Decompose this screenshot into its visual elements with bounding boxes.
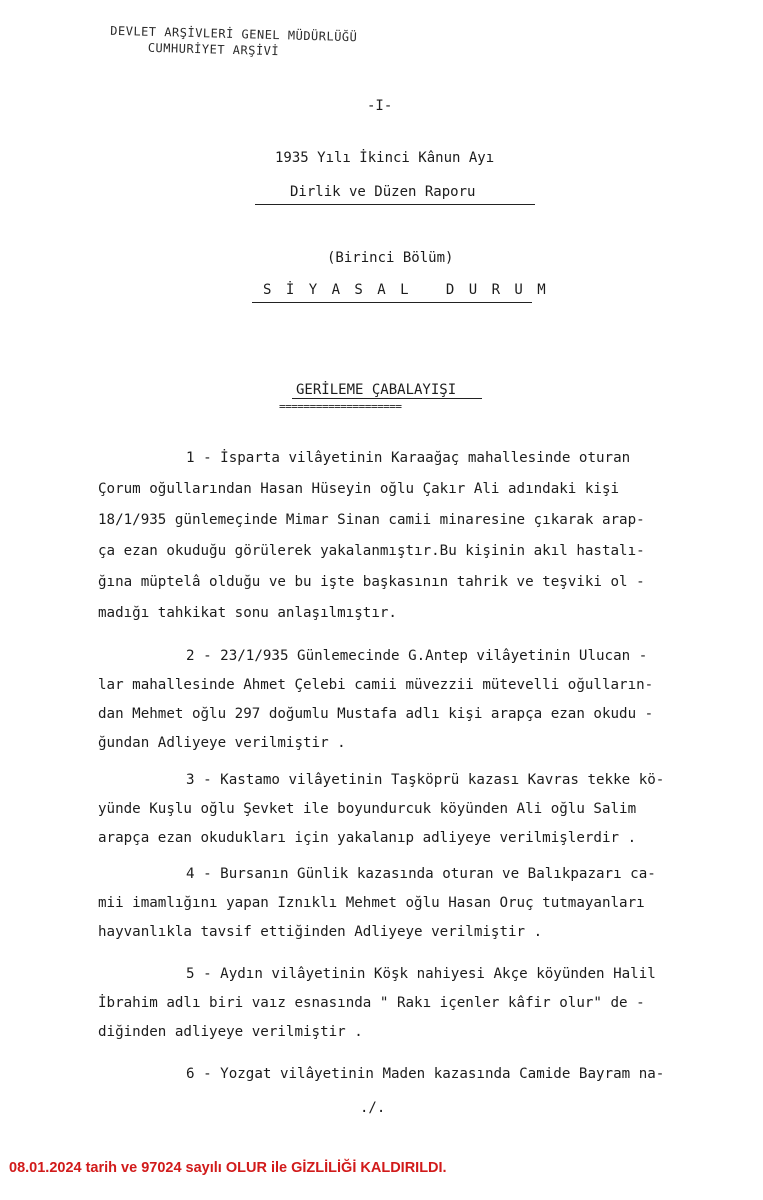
paragraph-line: 1 - İsparta vilâyetinin Karaağaç mahallesinde oturan <box>186 450 631 466</box>
paragraph-line: yünde Kuşlu oğlu Şevket ile boyundurcuk köyünden Ali oğlu Salim <box>98 801 637 817</box>
section-title-underline <box>252 302 532 303</box>
paragraph-line: 2 - 23/1/935 Günlemecinde G.Antep vilâyetinin Ulucan - <box>186 648 648 664</box>
declassification-note: 08.01.2024 tarih ve 97024 sayılı OLUR ile GİZLİLİĞİ KALDIRILDI. <box>9 1160 447 1176</box>
paragraph-line: madığı tahkikat sonu anlaşılmıştır. <box>98 605 397 621</box>
paragraph-line: dan Mehmet oğlu 297 doğumlu Mustafa adlı kişi arapça ezan okudu - <box>98 706 654 722</box>
paragraph-5 <box>98 966 708 1053</box>
paragraph-line: 5 - Aydın vilâyetinin Köşk nahiyesi Akçe köyünden Halil <box>186 966 656 982</box>
report-date: 1935 Yılı İkinci Kânun Ayı <box>275 150 495 166</box>
subsection-title: GERİLEME ÇABALAYIŞI <box>296 382 457 398</box>
paragraph-6 <box>98 1066 708 1095</box>
report-title: Dirlik ve Düzen Raporu <box>290 184 476 200</box>
stamp-line-1: DEVLET ARŞİVLERİ GENEL MÜDÜRLÜĞÜ <box>110 23 358 45</box>
paragraph-line: ğına müptelâ olduğu ve bu işte başkasının tahrik ve teşviki ol - <box>98 574 645 590</box>
paragraph-line: İbrahim adlı biri vaız esnasında " Rakı içenler kâfir olur" de - <box>98 995 645 1011</box>
paragraph-line: Çorum oğullarından Hasan Hüseyin oğlu Çakır Ali adındaki kişi <box>98 481 620 497</box>
section-title: S İ Y A S A L D U R U M <box>263 282 549 298</box>
continuation-mark: ./. <box>360 1100 386 1116</box>
paragraph-1 <box>98 450 708 636</box>
paragraph-line: hayvanlıkla tavsif ettiğinden Adliyeye verilmiştir . <box>98 924 543 940</box>
paragraph-line: diğinden adliyeye verilmiştir . <box>98 1024 363 1040</box>
paragraph-line: ça ezan okuduğu görülerek yakalanmıştır.Bu kişinin akıl hastalı- <box>98 543 645 559</box>
page-number: -I- <box>367 98 393 114</box>
paragraph-2 <box>98 648 708 764</box>
subsection-double-rule: ==================== <box>279 400 402 413</box>
paragraph-4 <box>98 866 708 953</box>
paragraph-line: lar mahallesinde Ahmet Çelebi camii müvezzii mütevelli oğulların- <box>98 677 654 693</box>
paragraph-line: arapça ezan okudukları için yakalanıp adliyeye verilmişlerdir . <box>98 830 637 846</box>
archive-stamp <box>110 23 358 61</box>
paragraph-line: 6 - Yozgat vilâyetinin Maden kazasında Camide Bayram na- <box>186 1066 665 1082</box>
paragraph-3 <box>98 772 708 859</box>
paragraph-line: mii imamlığını yapan Iznıklı Mehmet oğlu Hasan Oruç tutmayanları <box>98 895 645 911</box>
subsection-title-underline <box>292 398 482 399</box>
part-label: (Birinci Bölüm) <box>327 250 454 266</box>
paragraph-line: 4 - Bursanın Günlik kazasında oturan ve Balıkpazarı ca- <box>186 866 656 882</box>
report-title-underline <box>255 204 535 205</box>
paragraph-line: 18/1/935 günlemeçinde Mimar Sinan camii minaresine çıkarak arap- <box>98 512 645 528</box>
paragraph-line: 3 - Kastamo vilâyetinin Taşköprü kazası Kavras tekke kö- <box>186 772 665 788</box>
stamp-line-2: CUMHURİYET ARŞİVİ <box>147 40 280 59</box>
paragraph-line: ğundan Adliyeye verilmiştir . <box>98 735 346 751</box>
